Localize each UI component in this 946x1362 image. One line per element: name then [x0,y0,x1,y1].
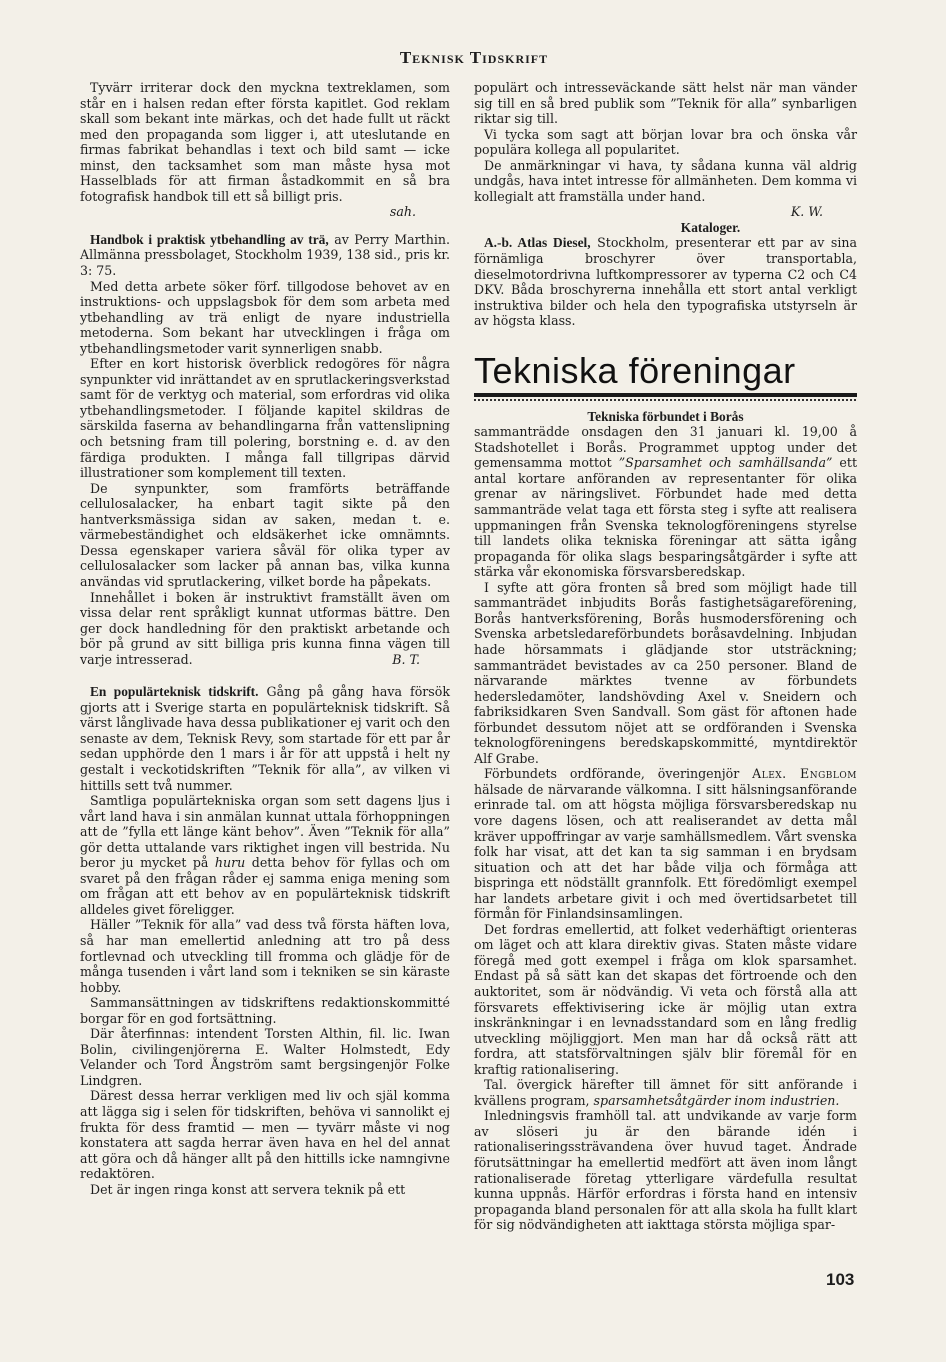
review-heading-paragraph [80,684,450,793]
review-paragraph: Vi tycka som sagt att början lovar bra och önska vår populära kollega all popularitet. [474,126,857,158]
section-paragraph: Inledningsvis framhöll tal. att undvikande av varje form av slöseri ju är den bärande idén i rationaliseringssträvandena över huvud taget. Ändrade förutsättningar ha emellertid medfört att även inom långt rationaliserade företag ytterligare värdefulla resultat kunna uppnås. Härför erfordras i första hand en intensiv propaganda bland personalen för att alla skola ha fullt klart för sig nödvändigheten att iakttaga största möjliga spar- [474,1108,858,1233]
review-paragraph: Sammansättningen av tidskriftens redaktionskommitté borgar för en god fortsättning. [80,995,450,1026]
section-title: Tekniska föreningar [474,349,796,391]
right-column [474,80,857,1233]
title-rule [474,393,857,397]
emphasis: huru [214,855,246,871]
catalog-heading: A.-b. Atlas Diesel, [484,235,591,251]
review-paragraph: Där återfinnas: intendent Torsten Althin, fil. lic. Iwan Bolin, civilingenjörerna E. Walter Holmstedt, Edy Velander och Tord Ångström samt bergsingenjör Folke Lindgren. [80,1026,450,1088]
running-head-title: Teknisk Tidskrift [399,48,549,67]
text-run: sammanträdde onsdagen den 31 januari kl. 19,00 å Stadshotellet i Borås. Programmet upptog under det gemensamma mottot [474,424,857,471]
section-paragraph: Det fordras emellertid, att folket vederhäftigt orienteras om läget och att klara direktiv givas. Staten måste vidare föregå med gott exempel i fråga om klok sparsamhet. Endast på så sätt kan det skapas det förtroende och den auktoritet, som är nödvändig. Vi veta och förstå alla att försvarets effektivisering icke är möjlig utan extra inskränkningar i en levnadsstandard som en lång fredlig utveckling möjliggjort. Men man har då också rätt att fordra, att statsförvaltningen själv blir föremål för en kraftig rationalisering. [474,921,857,1077]
review-heading: Handbok i praktisk ytbehandling av trä, [90,231,329,247]
review-signature: sah. [389,204,416,220]
text-run: hälsade de närvarande välkomna. I sitt hälsningsanförande erinrade tal. om att högsta möjliga försvarsberedskap nu vore dagens lösen, och att realiserandet av detta mål kräver uppoffringar av varje samhällsmedlem. Vårt svenska folk har visat, att det kan ta sig samman i en brydsam situation och att det har både vilja och förmåga att bispringa ett nödställt grannfolk. Ett föredömligt exempel har landets arbetare givit i och med övertidsarbetet till förmån för Finlandsinsamlingen. [474,781,857,922]
review-paragraph: De anmärkningar vi hava, ty sådana kunna väl aldrig undgås, hava intet intresse för allmänheten. Dem komma vi kollegialt att framställa under hand. [474,157,857,204]
review-heading: En populärteknisk tidskrift. [90,684,259,700]
emphasis: ”Sparsamhet och samhällsanda” [618,455,833,471]
review-signature: K. W. [790,204,823,220]
review-paragraph: populärt och intresseväckande sätt helst när man vänder sig till en så bred publik som ”Teknik för alla” synbarligen riktar sig till. [474,80,857,127]
text-run: detta behov för fyllas och om svaret på den frågan råder ej samma eniga mening som om frågan att ett behov av en populärteknisk tidskrift alldeles givet föreligger. [80,855,450,917]
review-paragraph: Häller ”Teknik för alla” vad dess två första häften lova, så har man emellertid anledning att tro på dess fortlevnad och utveckling till fromma och glädje för de många tusenden i vårt land som i tekniken se sin käraste hobby. [80,917,450,995]
review-paragraph [80,590,450,668]
left-column [80,80,450,1197]
section-paragraph [474,424,857,579]
catalog-paragraph [474,235,857,328]
review-paragraph: Därest dessa herrar verkligen med liv och själ komma att lägga sig i selen för tidskriften, behöva vi sannolikt ej frukta för dess framtid — men — tyvärr måste vi nog konstatera att sagda herrar även hava en hel del annat att göra och då hänger allt på den hittills icke namngivne redaktören. [80,1088,450,1182]
person-name: Alex. Engblom [752,766,857,782]
section-paragraph [474,1077,857,1108]
section-paragraph [474,766,857,921]
text-run: ett antal kortare anföranden av representanter för olika grenar av näringslivet. Förbundet hade med detta sammanträde velat taga ett första steg i syfte att realisera uppmaningen från Svenska teknologföreningens styrelse till landets olika tekniska föreningar att sätta igång propaganda för olika slags besparingsåtgärder i syfte att stärka vår ekonomiska försvarsberedskap. [474,455,858,580]
review-paragraph: De synpunkter, som framförts beträffande cellulosalacker, ha enbart tagit sikte på den hantverksmässiga sidan av saken, medan t. e. värmebeständighet och eldsäkerhet icke omnämnts. Dessa egenskaper variera såväl för olika typer av cellulosalacker som lacker på annan bas, vilka kunna användas vid sprutlackering, vilket borde ha påpekats. [80,480,450,589]
page-number: 103 [826,1270,855,1289]
review-paragraph [80,793,450,917]
review-paragraph: Efter en kort historisk överblick redogöres för några synpunkter vid inrättandet av en sprutlackeringsverkstad samt för de verktyg och material, som erfordras vid olika ytbehandlingsmetoder. I följande kapitel skildras de särskilda faserna av behandlingarna från vattenslipning och betsning fram till polering, borstning e. d. av den färdiga produkten. I många fall tillgripas därvid illustrationer som komplement till texten. [80,356,450,481]
title-rule-dotted [474,399,857,401]
review-heading-paragraph [80,232,450,279]
review-paragraph-text: Innehållet i boken är instruktivt framställt även om vissa delar rent språkligt kunnat utformas bättre. Den ger dock handledning för den praktiskt arbetande och bör på grund av sitt billiga pris kunna finna vägen till varje intresserad. [80,589,450,667]
text-run: Samtliga populärtekniska organ som sett dagens ljus i vårt land hava i sin anmälan kunnat uttala förhoppningen att de ”fylla ett länge känt behov”. Även ”Teknik för alla” gör detta uttalande vars riktighet ingen vill bestrida. Nu beror ju mycket på [80,793,450,871]
text-run: Förbundets ordförande, överingenjör [484,766,753,782]
review-signature: B. T. [392,651,420,667]
review-paragraph: Tyvärr irriterar dock den myckna textreklamen, som står en i halsen redan efter första kapitlet. God reklam skall som bekant inte märkas, och det hade fullt ut räckt med den propaganda som ligger i, att uteslutande en firmas fabrikat behandlas i text och bild samt — icke minst, den tacksamhet som man måste hysa mot Hasselblads för att firman åstadkommit en så bra fotografisk handbok till ett så billigt pris. [80,80,450,204]
section-paragraph: I syfte att göra fronten så bred som möjligt hade till sammanträdet inbjudits Borås fastighetsägareförening, Borås hantverksförening, Borås husmodersförening och Svenska arbetsledareförbundets boråsavdelning. Inbjudan hade hörsammats i glädjande stor utsträckning; sammanträdet bevistades av ca 250 personer. Bland de närvarande märktes tvenne av förbundets hedersledamöter, landshövding Axel v. Sneidern och fabriksidkaren Sven Sandvall. Som gäst för aftonen hade förbundet dessutom nöjet att se ordföranden i Svenska teknologföreningens beredskapskommitté, myntdirektör Alf Grabe. [474,579,857,766]
review-biblio: av Perry Marthin. Allmänna pressbolaget, Stockholm 1939, 138 sid., pris kr. 3: 75. [80,231,450,279]
text-run: Tal. övergick härefter till ämnet för sitt anförande i kvällens program, [474,1077,857,1108]
emphasis: sparsamhetsåtgärder inom industrien. [593,1092,840,1108]
catalog-text: Stockholm, presenterar ett par av sina förnämliga broschyrer över transportabla, dieselmotordrivna luftkompressorer av typerna C2 och C4 DKV. Båda broschyrerna innehålla ett stort antal verkligt instruktiva bilder och hela den typografiska utstyrseln är av högsta klass. [474,235,857,329]
review-paragraph: Det är ingen ringa konst att servera teknik på ett [90,1181,406,1197]
section-subtitle: Tekniska förbundet i Borås [587,408,744,424]
review-lead: Gång på gång hava försök gjorts att i Sverige starta en populärteknisk tidskrift. Så värst långlivade hava dessa publikationer ej varit och den senaste av dem, Teknisk Revy, som startade för ett par år sedan upphörde den 1 mars i år för att uppstå i helt ny gestalt i veckotidskriften ”Teknik för alla”, av vilken vi hittills sett två nummer. [80,684,450,793]
review-paragraph: Med detta arbete söker förf. tillgodose behovet av en instruktions- och uppslagsbok för dem som arbeta med ytbehandling av trä enligt de nyare industriella metoderna. Som bekant har utvecklingen i fråga om ytbehandlingsmetoder varit synnerligen snabb. [80,278,450,356]
catalogs-title: Kataloger. [680,219,741,235]
